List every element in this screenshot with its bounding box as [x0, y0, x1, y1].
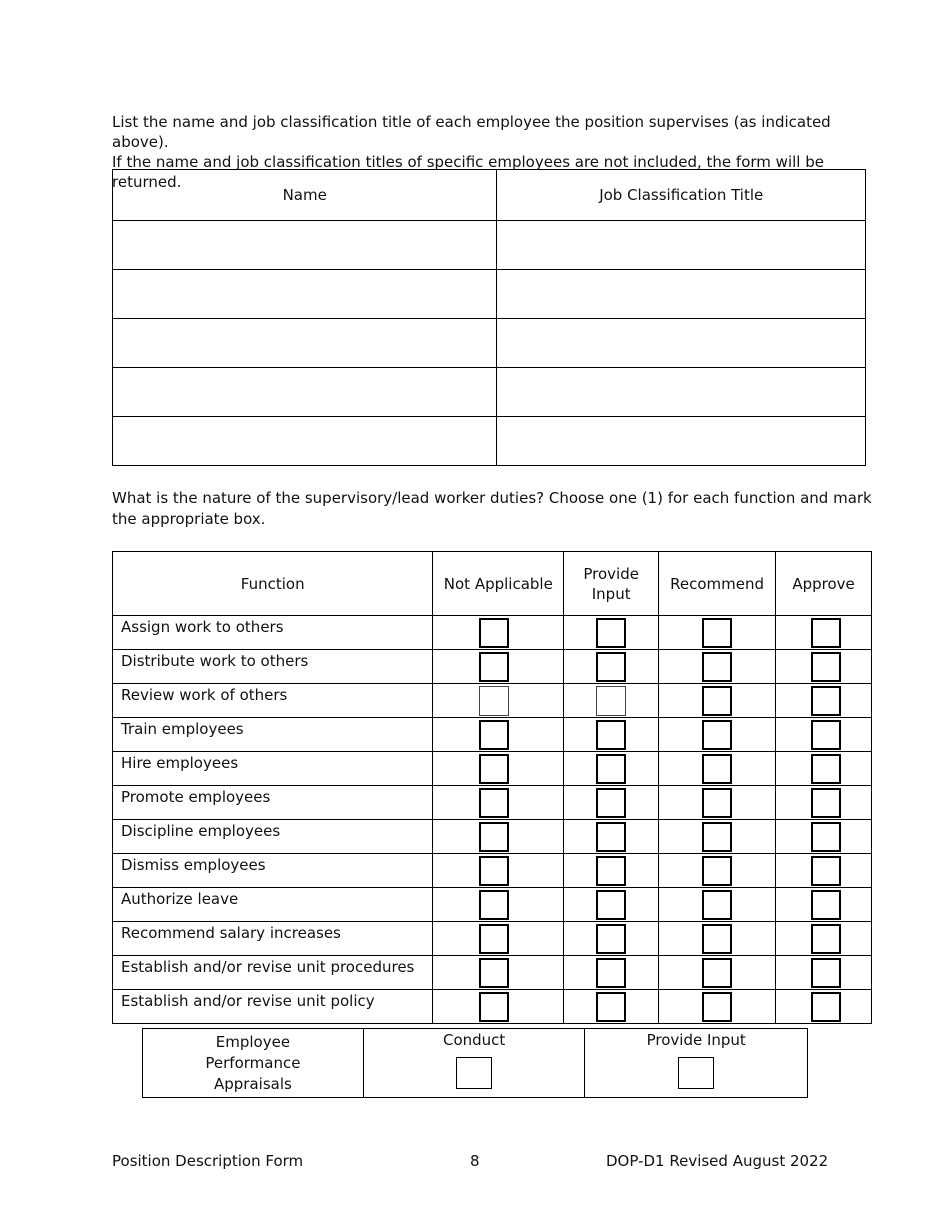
provide-input-label: Provide Input	[646, 1031, 746, 1049]
provide-input-cell	[564, 854, 659, 888]
approve-cell	[776, 956, 872, 990]
function-column-header: Function	[113, 552, 433, 616]
duties-question-line-1: What is the nature of the supervisory/lead worker duties? Choose one (1) for each function and mark	[112, 489, 872, 507]
recommend-cell	[659, 650, 776, 684]
approve-cell	[776, 820, 872, 854]
function-label: Distribute work to others	[113, 650, 433, 684]
approve-checkbox[interactable]	[811, 618, 841, 648]
provide-input-checkbox[interactable]	[678, 1057, 714, 1089]
provide-input-cell	[564, 888, 659, 922]
employee-title-cell[interactable]	[497, 270, 866, 319]
not-applicable-checkbox[interactable]	[479, 788, 509, 818]
recommend-cell	[659, 922, 776, 956]
name-column-header: Name	[113, 170, 497, 221]
approve-cell	[776, 786, 872, 820]
provide-input-cell	[585, 1029, 808, 1098]
not-applicable-cell	[433, 854, 564, 888]
approve-checkbox[interactable]	[811, 890, 841, 920]
provide-input-checkbox[interactable]	[596, 856, 626, 886]
not-applicable-checkbox[interactable]	[479, 686, 509, 716]
table-row	[113, 820, 872, 854]
employee-name-cell[interactable]	[113, 319, 497, 368]
provide-input-checkbox[interactable]	[596, 652, 626, 682]
table-row	[113, 417, 866, 466]
provide-input-checkbox[interactable]	[596, 822, 626, 852]
recommend-cell	[659, 684, 776, 718]
approve-checkbox[interactable]	[811, 992, 841, 1022]
not-applicable-cell	[433, 752, 564, 786]
not-applicable-cell	[433, 922, 564, 956]
table-row	[113, 752, 872, 786]
recommend-cell	[659, 888, 776, 922]
provide-input-checkbox[interactable]	[596, 618, 626, 648]
employee-name-cell[interactable]	[113, 221, 497, 270]
recommend-cell	[659, 718, 776, 752]
function-label: Dismiss employees	[113, 854, 433, 888]
function-label: Assign work to others	[113, 616, 433, 650]
recommend-cell	[659, 820, 776, 854]
employee-title-cell[interactable]	[497, 368, 866, 417]
approve-checkbox[interactable]	[811, 754, 841, 784]
not-applicable-cell	[433, 956, 564, 990]
approve-checkbox[interactable]	[811, 924, 841, 954]
conduct-cell	[363, 1029, 585, 1098]
recommend-checkbox[interactable]	[702, 618, 732, 648]
table-header-row	[113, 552, 872, 616]
employee-title-cell[interactable]	[497, 417, 866, 466]
function-label: Review work of others	[113, 684, 433, 718]
recommend-checkbox[interactable]	[702, 822, 732, 852]
recommend-cell	[659, 956, 776, 990]
table-header-row	[113, 170, 866, 221]
provide-input-cell	[564, 752, 659, 786]
recommend-cell	[659, 786, 776, 820]
not-applicable-checkbox[interactable]	[479, 618, 509, 648]
supervisory-functions-table	[112, 551, 872, 1024]
not-applicable-cell	[433, 718, 564, 752]
supervised-employees-table	[112, 169, 866, 466]
not-applicable-cell	[433, 820, 564, 854]
function-label: Train employees	[113, 718, 433, 752]
table-row	[113, 956, 872, 990]
footer-page-number: 8	[470, 1152, 480, 1170]
table-row	[113, 990, 872, 1024]
performance-appraisals-table	[142, 1028, 808, 1098]
approve-cell	[776, 752, 872, 786]
approve-cell	[776, 718, 872, 752]
function-label: Hire employees	[113, 752, 433, 786]
not-applicable-checkbox[interactable]	[479, 652, 509, 682]
table-row	[113, 368, 866, 417]
employee-name-cell[interactable]	[113, 270, 497, 319]
recommend-column-header: Recommend	[659, 552, 776, 616]
not-applicable-checkbox[interactable]	[479, 720, 509, 750]
not-applicable-cell	[433, 990, 564, 1024]
approve-cell	[776, 616, 872, 650]
not-applicable-cell	[433, 786, 564, 820]
table-row	[113, 922, 872, 956]
provide-input-checkbox[interactable]	[596, 890, 626, 920]
provide-input-cell	[564, 650, 659, 684]
approve-checkbox[interactable]	[811, 652, 841, 682]
not-applicable-cell	[433, 616, 564, 650]
table-row	[113, 319, 866, 368]
not-applicable-cell	[433, 684, 564, 718]
job-title-column-header: Job Classification Title	[497, 170, 866, 221]
provide-input-cell	[564, 786, 659, 820]
not-applicable-checkbox[interactable]	[479, 754, 509, 784]
provide-input-checkbox[interactable]	[596, 958, 626, 988]
provide-input-cell	[564, 990, 659, 1024]
not-applicable-checkbox[interactable]	[479, 924, 509, 954]
approve-cell	[776, 922, 872, 956]
not-applicable-checkbox[interactable]	[479, 822, 509, 852]
table-row	[113, 888, 872, 922]
table-row	[113, 786, 872, 820]
recommend-cell	[659, 854, 776, 888]
function-label: Establish and/or revise unit procedures	[113, 956, 433, 990]
recommend-checkbox[interactable]	[702, 788, 732, 818]
not-applicable-checkbox[interactable]	[479, 992, 509, 1022]
recommend-checkbox[interactable]	[702, 686, 732, 716]
recommend-checkbox[interactable]	[702, 720, 732, 750]
instruction-line-1: List the name and job classification title of each employee the position supervises (as indicated above).	[112, 113, 831, 151]
duties-question	[112, 488, 872, 530]
provide-input-checkbox[interactable]	[596, 720, 626, 750]
table-row	[113, 270, 866, 319]
approve-checkbox[interactable]	[811, 720, 841, 750]
provide-input-checkbox[interactable]	[596, 686, 626, 716]
not-applicable-cell	[433, 650, 564, 684]
conduct-label: Conduct	[442, 1031, 506, 1049]
footer-revision: DOP-D1 Revised August 2022	[606, 1152, 829, 1170]
provide-input-checkbox[interactable]	[596, 924, 626, 954]
recommend-checkbox[interactable]	[702, 890, 732, 920]
provide-input-checkbox[interactable]	[596, 754, 626, 784]
table-row	[113, 616, 872, 650]
not-applicable-checkbox[interactable]	[479, 856, 509, 886]
employee-name-cell[interactable]	[113, 417, 497, 466]
provide-input-checkbox[interactable]	[596, 788, 626, 818]
approve-column-header: Approve	[776, 552, 872, 616]
function-label: Recommend salary increases	[113, 922, 433, 956]
duties-question-line-2: the appropriate box.	[112, 510, 266, 528]
recommend-cell	[659, 616, 776, 650]
not-applicable-checkbox[interactable]	[479, 958, 509, 988]
provide-input-cell	[564, 684, 659, 718]
table-row	[113, 684, 872, 718]
approve-checkbox[interactable]	[811, 958, 841, 988]
employee-title-cell[interactable]	[497, 221, 866, 270]
not-applicable-checkbox[interactable]	[479, 890, 509, 920]
recommend-cell	[659, 990, 776, 1024]
approve-cell	[776, 888, 872, 922]
recommend-checkbox[interactable]	[702, 652, 732, 682]
recommend-checkbox[interactable]	[702, 924, 732, 954]
recommend-checkbox[interactable]	[702, 856, 732, 886]
not-applicable-cell	[433, 888, 564, 922]
footer-form-title: Position Description Form	[112, 1152, 304, 1170]
performance-appraisals-label: Employee Performance Appraisals	[143, 1029, 364, 1098]
function-label: Promote employees	[113, 786, 433, 820]
table-row	[113, 854, 872, 888]
approve-cell	[776, 854, 872, 888]
approve-checkbox[interactable]	[811, 788, 841, 818]
recommend-checkbox[interactable]	[702, 958, 732, 988]
approve-checkbox[interactable]	[811, 686, 841, 716]
not-applicable-column-header: Not Applicable	[433, 552, 564, 616]
function-label: Establish and/or revise unit policy	[113, 990, 433, 1024]
conduct-checkbox[interactable]	[456, 1057, 492, 1089]
recommend-checkbox[interactable]	[702, 992, 732, 1022]
employee-title-cell[interactable]	[497, 319, 866, 368]
recommend-cell	[659, 752, 776, 786]
provide-input-cell	[564, 956, 659, 990]
table-row	[143, 1029, 808, 1098]
function-label: Authorize leave	[113, 888, 433, 922]
function-label: Discipline employees	[113, 820, 433, 854]
table-row	[113, 650, 872, 684]
provide-input-column-header: Provide Input	[564, 552, 659, 616]
table-row	[113, 221, 866, 270]
table-row	[113, 718, 872, 752]
provide-input-cell	[564, 718, 659, 752]
provide-input-checkbox[interactable]	[596, 992, 626, 1022]
provide-input-cell	[564, 820, 659, 854]
approve-cell	[776, 650, 872, 684]
approve-cell	[776, 990, 872, 1024]
approve-checkbox[interactable]	[811, 822, 841, 852]
provide-input-cell	[564, 922, 659, 956]
recommend-checkbox[interactable]	[702, 754, 732, 784]
approve-cell	[776, 684, 872, 718]
instruction-line-2: If the name and job classification titles of specific employees are not included, the form will be returned.	[112, 153, 824, 191]
provide-input-cell	[564, 616, 659, 650]
employee-name-cell[interactable]	[113, 368, 497, 417]
approve-checkbox[interactable]	[811, 856, 841, 886]
